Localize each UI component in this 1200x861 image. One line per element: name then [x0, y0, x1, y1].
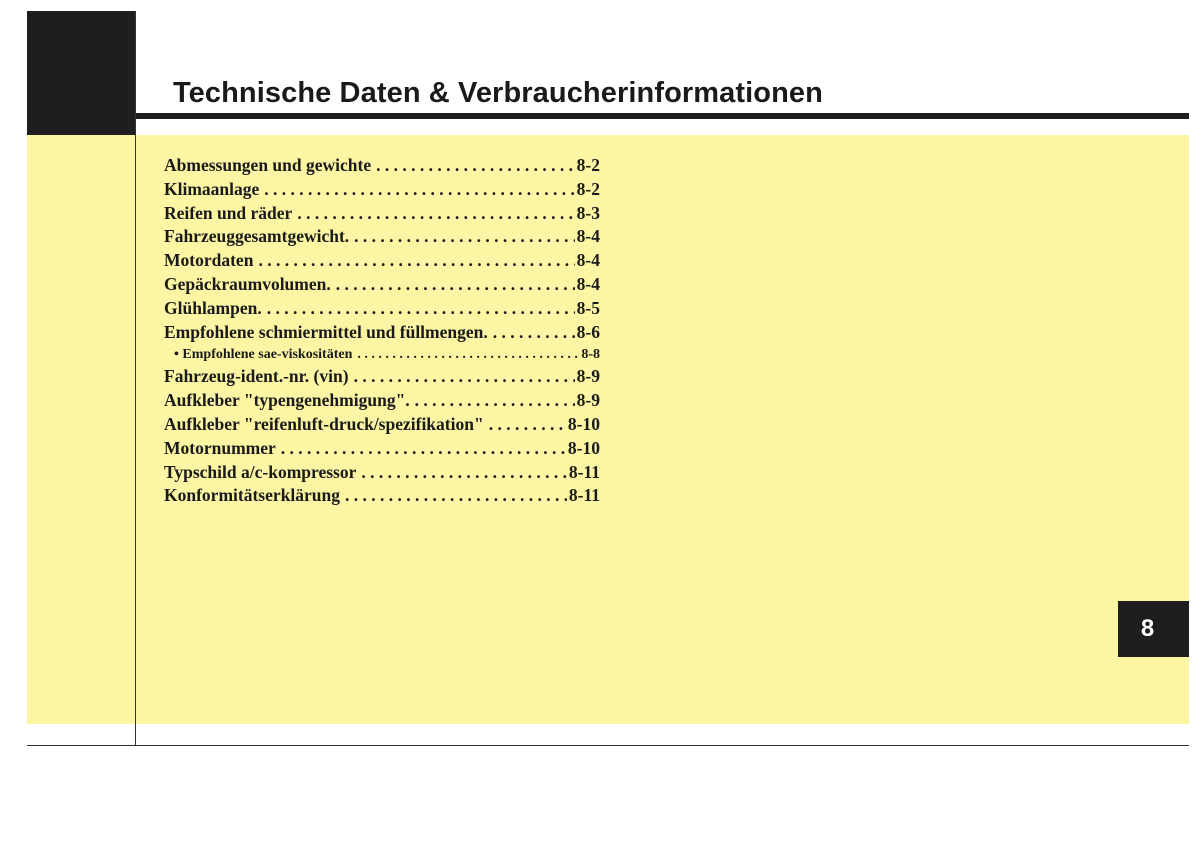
- toc-entry-label: Aufkleber "typengenehmigung".: [164, 390, 410, 411]
- toc-entry-page: 8-3: [576, 202, 600, 223]
- toc-leader-dots: [354, 225, 575, 249]
- toc-entry[interactable]: [164, 297, 600, 321]
- toc-entry-label: Konformitätserklärung: [164, 485, 340, 506]
- toc-leader-dots: [336, 273, 575, 297]
- title-underline: [136, 113, 1189, 119]
- toc-entry-page: 8-8: [581, 347, 600, 363]
- toc-entry-label: Typschild a/c-kompressor: [164, 461, 357, 482]
- toc-entry[interactable]: [164, 437, 600, 461]
- toc-entry[interactable]: [164, 178, 600, 202]
- toc-entry[interactable]: [164, 225, 600, 249]
- toc-entry-label: Klimaanlage: [164, 178, 260, 199]
- toc-entry-label: Motornummer: [164, 437, 276, 458]
- margin-rule: [135, 11, 136, 746]
- toc-entry[interactable]: [164, 413, 600, 437]
- toc-entry-label: Abmessungen und gewichte: [164, 155, 372, 175]
- toc-entry[interactable]: [164, 389, 600, 413]
- chapter-corner-block: [27, 11, 136, 135]
- toc-entry-page: 8-10: [567, 413, 600, 434]
- chapter-number-tab: 8: [1118, 601, 1189, 657]
- toc-entry-label: Fahrzeug-ident.-nr. (vin): [164, 366, 349, 387]
- toc-subentry[interactable]: [164, 344, 600, 365]
- toc-entry-page: 8-5: [576, 297, 600, 318]
- toc-entry[interactable]: [164, 461, 600, 485]
- toc-leader-dots: [376, 154, 575, 178]
- toc-entry-label: Aufkleber "reifenluft-druck/spezifikation": [164, 413, 484, 434]
- toc-entry-page: 8-11: [568, 461, 600, 482]
- toc-entry-label: Fahrzeuggesamtgewicht.: [164, 226, 350, 247]
- toc-leader-dots: [267, 297, 575, 321]
- toc-entry-page: 8-2: [576, 178, 600, 199]
- toc-leader-dots: [493, 321, 575, 345]
- toc-entry[interactable]: [164, 484, 600, 508]
- toc-leader-dots: [264, 178, 574, 202]
- toc-leader-dots: [297, 202, 574, 226]
- toc-entry-page: 8-4: [576, 250, 600, 271]
- toc-entry-page: 8-2: [576, 155, 600, 175]
- toc-leader-dots: [345, 484, 567, 508]
- table-of-contents: [164, 154, 600, 508]
- toc-entry-label: Reifen und räder: [164, 202, 293, 223]
- toc-entry-page: 8-4: [576, 226, 600, 247]
- toc-entry[interactable]: [164, 273, 600, 297]
- toc-leader-dots: [357, 344, 579, 365]
- toc-leader-dots: [281, 437, 566, 461]
- toc-entry[interactable]: [164, 365, 600, 389]
- toc-entry-label: • Empfohlene sae-viskositäten: [174, 347, 353, 363]
- toc-entry-page: 8-11: [568, 485, 600, 506]
- toc-leader-dots: [258, 249, 574, 273]
- toc-entry[interactable]: [164, 154, 600, 178]
- toc-entry[interactable]: [164, 321, 600, 345]
- page-title: Technische Daten & Verbraucherinformationen: [173, 77, 823, 109]
- toc-entry-page: 8-4: [576, 273, 600, 294]
- toc-entry[interactable]: [164, 202, 600, 226]
- toc-entry-label: Gepäckraumvolumen.: [164, 273, 331, 294]
- toc-entry-label: Glühlampen.: [164, 297, 262, 318]
- toc-leader-dots: [489, 413, 566, 437]
- toc-leader-dots: [361, 461, 567, 485]
- toc-entry-label: Motordaten: [164, 250, 254, 271]
- toc-entry-page: 8-6: [576, 321, 600, 342]
- toc-entry-page: 8-9: [576, 366, 600, 387]
- bottom-rule: [27, 745, 1189, 746]
- toc-leader-dots: [354, 365, 575, 389]
- toc-entry-label: Empfohlene schmiermittel und füllmengen.: [164, 321, 488, 342]
- toc-entry-page: 8-9: [576, 390, 600, 411]
- toc-entry-page: 8-10: [567, 437, 600, 458]
- toc-leader-dots: [415, 389, 575, 413]
- toc-entry[interactable]: [164, 249, 600, 273]
